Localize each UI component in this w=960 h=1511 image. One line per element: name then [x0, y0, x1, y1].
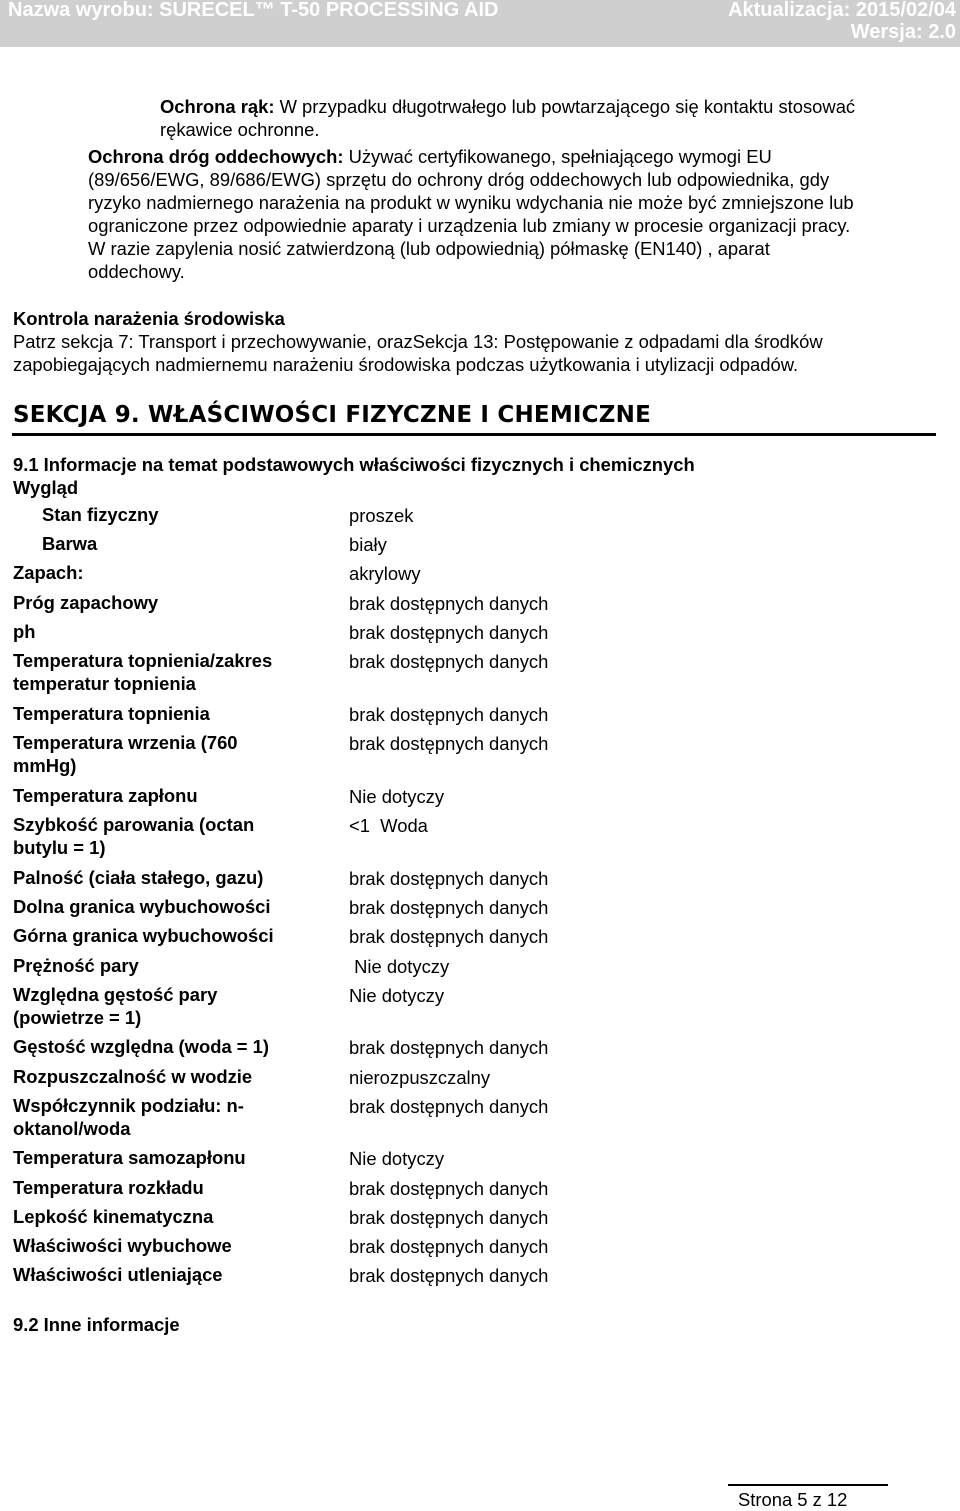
property-value: brak dostępnych danych — [349, 897, 549, 918]
property-label: Stan fizyczny — [42, 504, 159, 525]
property-label: Właściwości wybuchowe — [13, 1235, 232, 1256]
env-control-line2: zapobiegających nadmiernemu narażeniu środowiska podczas użytkowania i utylizacji odpadów. — [13, 354, 799, 375]
property-value: brak dostępnych danych — [349, 704, 549, 725]
respiratory-label: Ochrona dróg oddechowych: — [88, 146, 344, 167]
property-label: Temperatura zapłonu — [13, 785, 198, 806]
property-label: Zapach: — [13, 562, 84, 583]
section-divider — [12, 433, 936, 436]
property-value: brak dostępnych danych — [349, 733, 549, 754]
property-value: brak dostępnych danych — [349, 651, 549, 672]
property-value: nierozpuszczalny — [349, 1067, 491, 1088]
property-label: Szybkość parowania (octan butylu = 1) — [13, 814, 255, 858]
property-label: Temperatura topnienia — [13, 703, 210, 724]
property-value: Nie dotyczy — [349, 1148, 445, 1169]
property-label: Próg zapachowy — [13, 592, 159, 613]
footer-divider — [728, 1484, 888, 1486]
property-label: Prężność pary — [13, 955, 139, 976]
property-value: brak dostępnych danych — [349, 1178, 549, 1199]
property-label: Górna granica wybuchowości — [13, 925, 274, 946]
hand-protection-text: W przypadku długotrwałego lub powtarzającego się kontaktu stosować — [274, 96, 856, 117]
property-value: brak dostępnych danych — [349, 1236, 549, 1257]
env-control-heading: Kontrola narażenia środowiska — [13, 308, 285, 329]
hand-protection-label: Ochrona rąk: — [160, 96, 275, 117]
property-label: Temperatura rozkładu — [13, 1177, 204, 1198]
page-number: Strona 5 z 12 — [738, 1489, 848, 1510]
property-value: Nie dotyczy — [349, 985, 445, 1006]
property-value: brak dostępnych danych — [349, 1265, 549, 1286]
property-label: Temperatura samozapłonu — [13, 1147, 246, 1168]
section-title: SEKCJA 9. WŁAŚCIWOŚCI FIZYCZNE I CHEMICZNE — [13, 402, 652, 428]
property-value: biały — [349, 534, 387, 555]
respiratory-line5: W razie zapylenia nosić zatwierdzoną (lub odpowiednią) półmaskę (EN140) , aparat — [88, 238, 770, 259]
property-value: brak dostępnych danych — [349, 1037, 549, 1058]
property-label: Względna gęstość pary (powietrze = 1) — [13, 984, 218, 1028]
respiratory-text: Używać certyfikowanego, spełniającego wymogi EU — [343, 146, 772, 167]
env-control-line1: Patrz sekcja 7: Transport i przechowywanie, orazSekcja 13: Postępowanie z odpadami dla środków — [13, 331, 823, 352]
subsection-9-2: 9.2 Inne informacje — [13, 1314, 180, 1335]
property-value: Nie dotyczy — [349, 786, 445, 807]
property-label: ph — [13, 621, 36, 642]
property-label: Współczynnik podziału: n-oktanol/woda — [13, 1095, 244, 1139]
revision-date: Aktualizacja: 2015/02/04 — [728, 0, 956, 21]
hand-protection-line2: rękawice ochronne. — [160, 119, 320, 140]
version: Wersja: 2.0 — [850, 21, 956, 43]
property-value: akrylowy — [349, 563, 421, 584]
property-label: Gęstość względna (woda = 1) — [13, 1036, 269, 1057]
property-label: Barwa — [42, 533, 98, 554]
property-value: brak dostępnych danych — [349, 1207, 549, 1228]
property-value: brak dostępnych danych — [349, 926, 549, 947]
respiratory-line4: ograniczone przez odpowiednie aparaty i urządzenia lub zmiany w procesie organizacji pracy. — [88, 215, 851, 236]
property-label: Właściwości utleniające — [13, 1264, 223, 1285]
respiratory-line6: oddechowy. — [88, 261, 185, 282]
respiratory-line3: ryzyko nadmiernego narażenia na produkt w wyniku wdychania nie może być zmniejszone lub — [88, 192, 854, 213]
respiratory-line2: (89/656/EWG, 89/686/EWG) sprzętu do ochrony dróg oddechowych lub odpowiednika, gdy — [88, 169, 830, 190]
property-label: Temperatura wrzenia (760 mmHg) — [13, 732, 238, 776]
property-value: brak dostępnych danych — [349, 593, 549, 614]
property-label: Palność (ciała stałego, gazu) — [13, 867, 264, 888]
respiratory-line1 — [88, 145, 772, 168]
product-name: Nazwa wyrobu: SURECEL™ T-50 PROCESSING AID — [8, 0, 499, 21]
property-label: Dolna granica wybuchowości — [13, 896, 271, 917]
property-value: proszek — [349, 505, 414, 526]
property-label: Temperatura topnienia/zakres temperatur topnienia — [13, 650, 273, 694]
hand-protection-line1 — [160, 95, 855, 118]
property-value: brak dostępnych danych — [349, 1096, 549, 1117]
header-bar — [0, 0, 960, 47]
property-value: Nie dotyczy — [349, 956, 450, 977]
property-value: brak dostępnych danych — [349, 868, 549, 889]
property-value: <1 Woda — [349, 815, 428, 836]
property-label: Lepkość kinematyczna — [13, 1206, 214, 1227]
subsection-9-1: 9.1 Informacje na temat podstawowych właściwości fizycznych i chemicznych — [13, 454, 695, 475]
appearance-heading: Wygląd — [13, 477, 79, 498]
property-label: Rozpuszczalność w wodzie — [13, 1066, 253, 1087]
property-value: brak dostępnych danych — [349, 622, 549, 643]
